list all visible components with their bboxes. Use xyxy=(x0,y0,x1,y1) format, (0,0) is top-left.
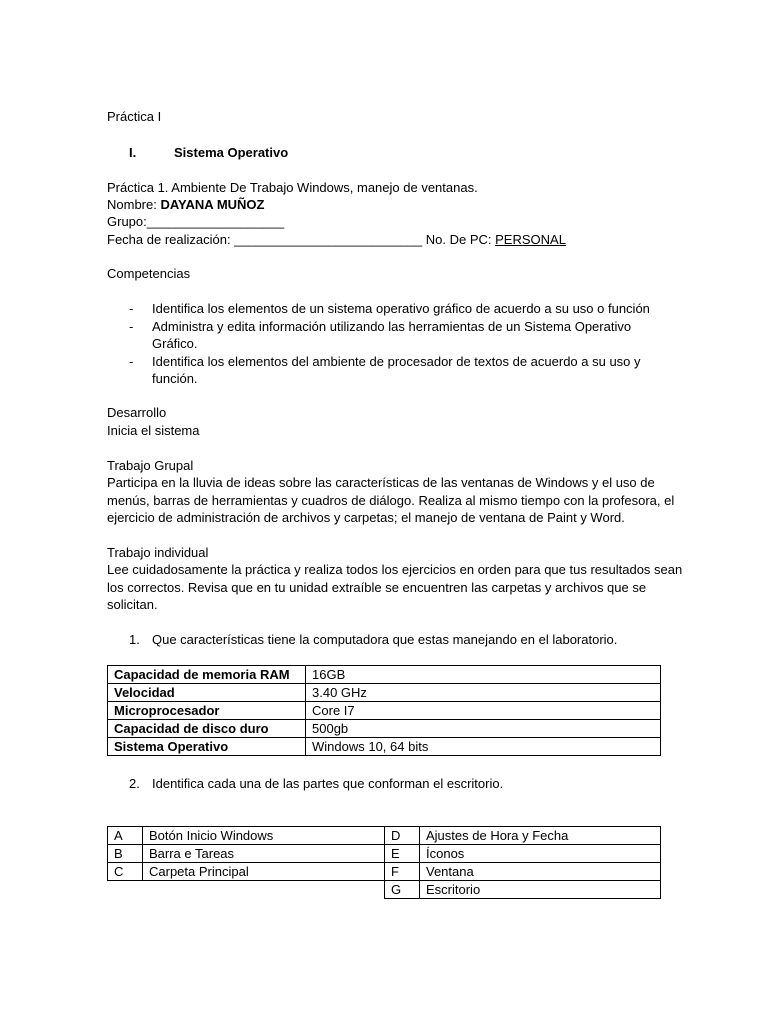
spec-label: Microprocesador xyxy=(108,702,306,720)
competencia-item-2-cont: Gráfico. xyxy=(152,336,198,351)
desarrollo-title: Desarrollo xyxy=(107,405,167,420)
competencia-item-1: Identifica los elementos de un sistema operativo gráfico de acuerdo a su uso o función xyxy=(152,301,650,316)
desktop-parts-table-left xyxy=(107,826,385,881)
table-row xyxy=(385,827,661,845)
q1-text: Que características tiene la computadora que estas manejando en el laboratorio. xyxy=(152,632,618,647)
part-name: Carpeta Principal xyxy=(143,863,385,881)
table-row xyxy=(108,827,385,845)
spec-label: Capacidad de memoria RAM xyxy=(108,666,306,684)
q2-text: Identifica cada una de las partes que conforman el escritorio. xyxy=(152,776,504,791)
part-letter: D xyxy=(385,827,420,845)
practice-title: Práctica 1. Ambiente De Trabajo Windows, manejo de ventanas. xyxy=(107,180,478,195)
individual-line-2: los correctos. Revisa que en tu unidad extraíble se encuentren las carpetas y archivos que se xyxy=(107,580,647,595)
spec-value: Windows 10, 64 bits xyxy=(306,738,661,756)
name-line xyxy=(107,196,264,214)
desktop-parts-table-right xyxy=(384,826,661,899)
part-name: Íconos xyxy=(420,845,661,863)
part-name: Escritorio xyxy=(420,881,661,899)
desarrollo-line: Inicia el sistema xyxy=(107,423,200,438)
spec-value: Core I7 xyxy=(306,702,661,720)
part-letter: B xyxy=(108,845,143,863)
part-name: Botón Inicio Windows xyxy=(143,827,385,845)
table-row xyxy=(385,845,661,863)
part-name: Ajustes de Hora y Fecha xyxy=(420,827,661,845)
bullet-1: - xyxy=(129,301,134,316)
table-row xyxy=(108,845,385,863)
spec-label: Sistema Operativo xyxy=(108,738,306,756)
part-name: Ventana xyxy=(420,863,661,881)
section-title: Sistema Operativo xyxy=(174,145,289,160)
date-line xyxy=(107,231,566,249)
bullet-2: - xyxy=(129,319,134,334)
group-line: Grupo:___________________ xyxy=(107,214,285,229)
date-label: Fecha de realización: __________________________ No. De PC: xyxy=(107,232,496,247)
pc-value: PERSONAL xyxy=(495,232,566,247)
spec-label: Capacidad de disco duro xyxy=(108,720,306,738)
table-row xyxy=(385,881,661,899)
spec-label: Velocidad xyxy=(108,684,306,702)
grupal-line-3: ejercicio de administración de archivos y carpetas; el manejo de ventana de Paint y Word. xyxy=(107,510,625,525)
section-number: I. xyxy=(129,145,137,160)
table-row xyxy=(108,738,661,756)
spec-value: 16GB xyxy=(306,666,661,684)
name-label: Nombre: xyxy=(107,197,161,212)
table-row xyxy=(385,863,661,881)
specs-table xyxy=(107,665,661,756)
spec-value: 500gb xyxy=(306,720,661,738)
part-letter: E xyxy=(385,845,420,863)
table-row xyxy=(108,666,661,684)
q2-number: 2. xyxy=(129,776,140,791)
spec-value: 3.40 GHz xyxy=(306,684,661,702)
bullet-3: - xyxy=(129,354,134,369)
competencia-item-2: Administra y edita información utilizando las herramientas de un Sistema Operativo xyxy=(152,319,632,334)
table-row xyxy=(108,684,661,702)
part-letter: G xyxy=(385,881,420,899)
individual-line-3: solicitan. xyxy=(107,597,158,612)
table-row xyxy=(108,720,661,738)
table-row xyxy=(108,702,661,720)
part-letter: F xyxy=(385,863,420,881)
q1-number: 1. xyxy=(129,632,140,647)
part-letter: C xyxy=(108,863,143,881)
competencias-title: Competencias xyxy=(107,266,191,281)
name-value: DAYANA MUÑOZ xyxy=(160,197,265,212)
competencia-item-3-cont: función. xyxy=(152,371,198,386)
individual-title: Trabajo individual xyxy=(107,545,209,560)
grupal-line-2: menús, barras de herramientas y cuadros de diálogo. Realiza al mismo tiempo con la profesora, el xyxy=(107,493,675,508)
part-letter: A xyxy=(108,827,143,845)
grupal-line-1: Participa en la lluvia de ideas sobre las características de las ventanas de Windows y el uso de xyxy=(107,475,655,490)
table-row xyxy=(108,863,385,881)
part-name: Barra e Tareas xyxy=(143,845,385,863)
individual-line-1: Lee cuidadosamente la práctica y realiza todos los ejercicios en orden para que tus resultados sean xyxy=(107,562,683,577)
practice-label: Práctica I xyxy=(107,109,162,124)
grupal-title: Trabajo Grupal xyxy=(107,458,194,473)
competencia-item-3: Identifica los elementos del ambiente de procesador de textos de acuerdo a su uso y xyxy=(152,354,641,369)
